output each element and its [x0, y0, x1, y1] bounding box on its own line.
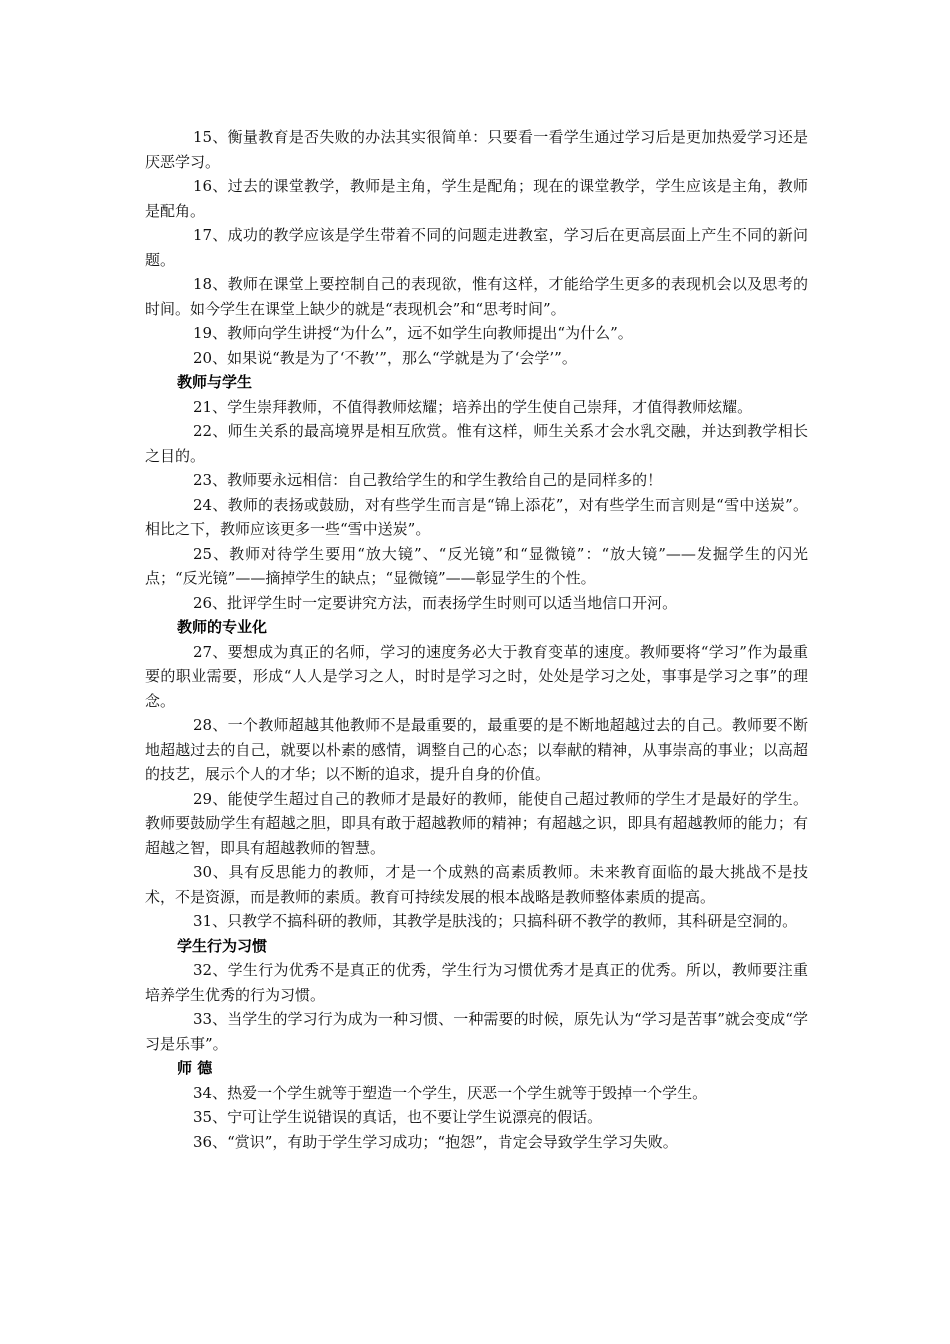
paragraph-18: 18、教师在课堂上要控制自己的表现欲，惟有这样，才能给学生更多的表现机会以及思考的时间。如今学生在课堂上缺少的就是“表现机会”和“思考时间”。 [145, 275, 808, 318]
paragraph-33: 33、当学生的学习行为成为一种习惯、一种需要的时候，原先认为“学习是苦事”就会变成“学习是乐事”。 [145, 1010, 808, 1053]
paragraph-36: 36、“赏识”，有助于学生学习成功；“抱怨”，肯定会导致学生学习失败。 [193, 1132, 678, 1151]
paragraph-17: 17、成功的教学应该是学生带着不同的问题走进教室，学习后在更高层面上产生不同的新问题。 [145, 226, 808, 269]
paragraph-25: 25、教师对待学生要用“放大镜”、“反光镜”和“显微镜”：“放大镜”——发掘学生的闪光点；“反光镜”——摘掉学生的缺点；“显微镜”——彰显学生的个性。 [145, 544, 808, 587]
paragraph-30: 30、具有反思能力的教师，才是一个成熟的高素质教师。未来教育面临的最大挑战不是技术，不是资源，而是教师的素质。教育可持续发展的根本战略是教师整体素质的提高。 [145, 863, 808, 906]
section-heading-teacher-ethics: 师 德 [177, 1059, 213, 1077]
paragraph-32: 32、学生行为优秀不是真正的优秀，学生行为习惯优秀才是真正的优秀。所以，教师要注重培养学生优秀的行为习惯。 [145, 961, 808, 1004]
paragraph-19: 19、教师向学生讲授“为什么”，远不如学生向教师提出“为什么”。 [193, 324, 633, 342]
paragraph-15: 15、衡量教育是否失败的办法其实很简单：只要看一看学生通过学习后是更加热爱学习还是厌恶学习。 [145, 128, 808, 171]
paragraph-23: 23、教师要永远相信：自己教给学生的和学生教给自己的是同样多的！ [193, 471, 663, 489]
paragraph-21: 21、学生崇拜教师，不值得教师炫耀；培养出的学生使自己崇拜，才值得教师炫耀。 [193, 397, 753, 416]
document-body [145, 125, 808, 1154]
section-heading-professionalization: 教师的专业化 [177, 618, 268, 636]
paragraph-31: 31、只教学不搞科研的教师，其教学是肤浅的；只搞科研不教学的教师，其科研是空洞的。 [193, 912, 798, 930]
paragraph-22: 22、师生关系的最高境界是相互欣赏。惟有这样，师生关系才会水乳交融，并达到教学相长之目的。 [145, 422, 808, 465]
paragraph-34: 34、热爱一个学生就等于塑造一个学生，厌恶一个学生就等于毁掉一个学生。 [193, 1083, 708, 1102]
paragraph-20: 20、如果说“教是为了‘不教’”，那么“学就是为了‘会学’”。 [193, 348, 577, 367]
paragraph-29: 29、能使学生超过自己的教师才是最好的教师，能使自己超过教师的学生才是最好的学生。教师要鼓励学生有超越之胆，即具有敢于超越教师的精神；有超越之识，即具有超越教师的能力；有超越之智，即具有超越教师的智慧。 [145, 789, 808, 857]
paragraph-24: 24、教师的表扬或鼓励，对有些学生而言是“锦上添花”，对有些学生而言则是“雪中送炭”。相比之下，教师应该更多一些“雪中送炭”。 [145, 495, 808, 538]
paragraph-35: 35、宁可让学生说错误的真话，也不要让学生说漂亮的假话。 [193, 1108, 603, 1126]
paragraph-27: 27、要想成为真正的名师，学习的速度务必大于教育变革的速度。教师要将“学习”作为最重要的职业需要，形成“人人是学习之人，时时是学习之时，处处是学习之处，事事是学习之事”的理念。 [145, 642, 808, 710]
paragraph-16: 16、过去的课堂教学，教师是主角，学生是配角；现在的课堂教学，学生应该是主角，教师是配角。 [145, 177, 808, 220]
section-heading-student-habits: 学生行为习惯 [177, 936, 268, 955]
paragraph-28: 28、一个教师超越其他教师不是最重要的，最重要的是不断地超越过去的自己。教师要不断地超越过去的自己，就要以朴素的感情，调整自己的心态；以奉献的精神，从事崇高的事业；以高超的技艺，展示个人的才华；以不断的追求，提升自身的价值。 [145, 716, 808, 783]
paragraph-26: 26、批评学生时一定要讲究方法，而表扬学生时则可以适当地信口开河。 [193, 593, 678, 612]
section-heading-teacher-student: 教师与学生 [177, 373, 253, 391]
